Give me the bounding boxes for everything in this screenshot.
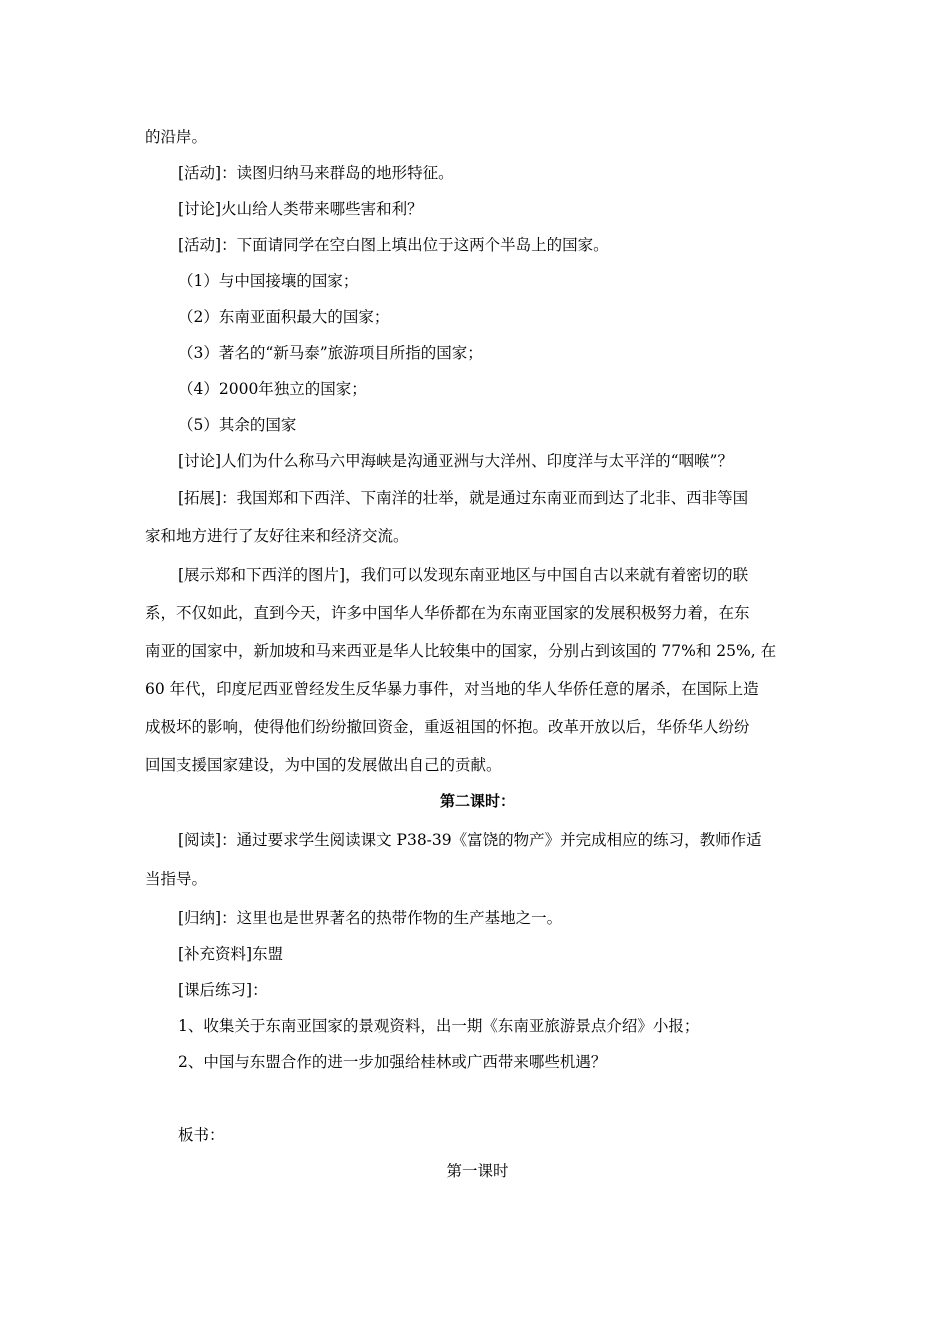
text-line: 南亚的国家中，新加坡和马来西亚是华人比较集中的国家，分别占到该国的 77%和 25%, 在 (145, 642, 777, 660)
text-line: 回国支援国家建设，为中国的发展做出自己的贡献。 (145, 756, 502, 774)
text-line: [拓展]：我国郑和下西洋、下南洋的壮举，就是通过东南亚而到达了北非、西非等国 (178, 489, 749, 507)
text-line: [展示郑和下西洋的图片]，我们可以发现东南亚地区与中国自古以来就有着密切的联 (178, 566, 749, 584)
text-line: [活动]：下面请同学在空白图上填出位于这两个半岛上的国家。 (178, 236, 609, 254)
text-line: [讨论]火山给人类带来哪些害和利？ (178, 200, 423, 218)
text-line: [课后练习]： (178, 981, 268, 999)
list-item: （5）其余的国家 (178, 416, 297, 434)
section-heading: 第二课时： (439, 792, 515, 810)
text-line: 的沿岸。 (145, 128, 208, 146)
text-line: 板书： (178, 1126, 225, 1144)
text-line: 60 年代，印度尼西亚曾经发生反华暴力事件，对当地的华人华侨任意的屠杀，在国际上造 (145, 680, 759, 698)
list-item: 2、中国与东盟合作的进一步加强给桂林或广西带来哪些机遇？ (178, 1053, 607, 1071)
list-item: （1）与中国接壤的国家； (178, 272, 359, 290)
text-line: [讨论]人们为什么称马六甲海峡是沟通亚洲与大洋州、印度洋与太平洋的“咽喉”？ (178, 452, 733, 470)
list-item: （3）著名的“新马泰”旅游项目所指的国家； (178, 344, 483, 362)
text-line: [补充资料]东盟 (178, 945, 284, 963)
list-item: （4）2000年独立的国家； (178, 380, 367, 398)
text-line: 家和地方进行了友好往来和经济交流。 (145, 527, 409, 545)
list-item: 1、收集关于东南亚国家的景观资料，出一期《东南亚旅游景点介绍》小报； (178, 1017, 700, 1035)
subheading: 第一课时 (446, 1162, 509, 1180)
list-item: （2）东南亚面积最大的国家； (178, 308, 390, 326)
text-line: [归纳]：这里也是世界著名的热带作物的生产基地之一。 (178, 909, 563, 927)
text-line: 系，不仅如此，直到今天，许多中国华人华侨都在为东南亚国家的发展积极努力着，在东 (145, 604, 750, 622)
text-line: [活动]：读图归纳马来群岛的地形特征。 (178, 164, 454, 182)
text-line: [阅读]：通过要求学生阅读课文 P38-39《富饶的物产》并完成相应的练习，教师作适 (178, 831, 762, 849)
text-line: 成极坏的影响，使得他们纷纷撤回资金，重返祖国的怀抱。改革开放以后，华侨华人纷纷 (145, 718, 750, 736)
text-line: 当指导。 (145, 870, 208, 888)
